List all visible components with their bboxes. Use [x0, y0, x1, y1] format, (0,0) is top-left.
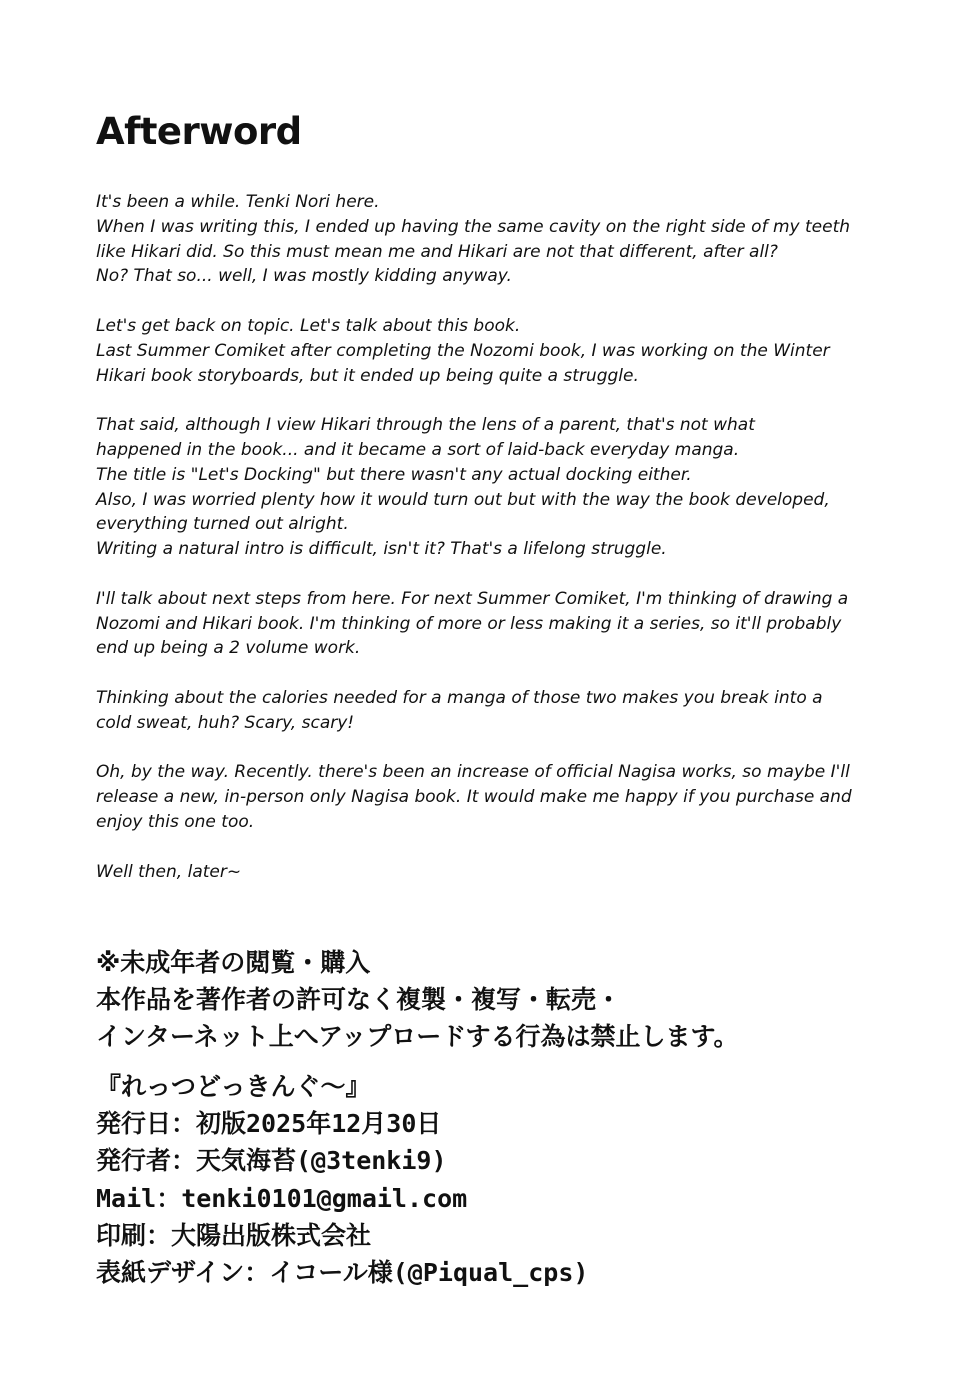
text-line: end up being a 2 volume work.: [96, 638, 361, 659]
page-title: Afterword: [96, 110, 302, 153]
text-line: like Hikari did. So this must mean me and Hikari are not that different, after all?: [96, 241, 778, 262]
text-line: Well then, later~: [96, 861, 242, 882]
paragraph: [96, 314, 896, 388]
text-line: Hikari book storyboards, but it ended up being quite a struggle.: [96, 365, 639, 386]
text-line: Also, I was worried plenty how it would turn out but with the way the book developed,: [96, 489, 830, 510]
colophon-publish-date: 発行日：初版2025年12月30日: [96, 1109, 442, 1139]
colophon-printer: 印刷：大陽出版株式会社: [96, 1220, 372, 1250]
paragraph: [96, 413, 896, 562]
text-line: everything turned out alright.: [96, 514, 349, 535]
text-line: It's been a while. Tenki Nori here.: [96, 192, 380, 212]
legal-notice: [96, 944, 739, 1055]
text-line: That said, although I view Hikari through the lens of a parent, that's not what: [96, 415, 755, 436]
text-line: enjoy this one too.: [96, 811, 255, 832]
text-line: Oh, by the way. Recently. there's been an increase of official Nagisa works, so maybe I'll: [96, 762, 850, 783]
text-line: cold sweat, huh? Scary, scary!: [96, 712, 355, 733]
notice-line: 本作品を著作者の許可なく複製・複写・転売・: [96, 985, 622, 1014]
paragraph: [96, 760, 896, 834]
text-line: No? That so... well, I was mostly kidding anyway.: [96, 266, 512, 287]
paragraph: [96, 686, 896, 736]
text-line: Writing a natural intro is difficult, isn't it? That's a lifelong struggle.: [96, 539, 667, 560]
text-line: Nozomi and Hikari book. I'm thinking of more or less making it a series, so it'll probably: [96, 613, 842, 634]
text-line: Thinking about the calories needed for a manga of those two makes you break into a: [96, 687, 823, 708]
text-line: Let's get back on topic. Let's talk about this book.: [96, 315, 521, 336]
text-line: Last Summer Comiket after completing the Nozomi book, I was working on the Winter: [96, 340, 830, 361]
colophon-book-title: 『れっつどっきんぐ～』: [96, 1072, 371, 1101]
paragraph: [96, 860, 896, 885]
paragraph: [96, 587, 896, 661]
afterword-body: [96, 190, 896, 909]
colophon: [96, 1068, 588, 1291]
colophon-cover-design: 表紙デザイン：イコール様(@Piqual_cps): [96, 1258, 589, 1288]
text-line: When I was writing this, I ended up having the same cavity on the right side of my teeth: [96, 216, 851, 237]
colophon-mail: Mail：tenki0101@gmail.com: [96, 1183, 468, 1213]
notice-line: ※未成年者の閲覧・購入: [96, 948, 371, 977]
text-line: The title is "Let's Docking" but there wasn't any actual docking either.: [96, 464, 692, 485]
colophon-publisher: 発行者：天気海苔(@3tenki9): [96, 1146, 447, 1176]
notice-line: インターネット上へアップロードする行為は禁止します。: [96, 1022, 739, 1051]
text-line: release a new, in-person only Nagisa book. It would make me happy if you purchase and: [96, 787, 852, 808]
paragraph: [96, 190, 896, 289]
text-line: happened in the book... and it became a sort of laid-back everyday manga.: [96, 439, 740, 460]
text-line: I'll talk about next steps from here. For next Summer Comiket, I'm thinking of drawing a: [96, 588, 849, 609]
